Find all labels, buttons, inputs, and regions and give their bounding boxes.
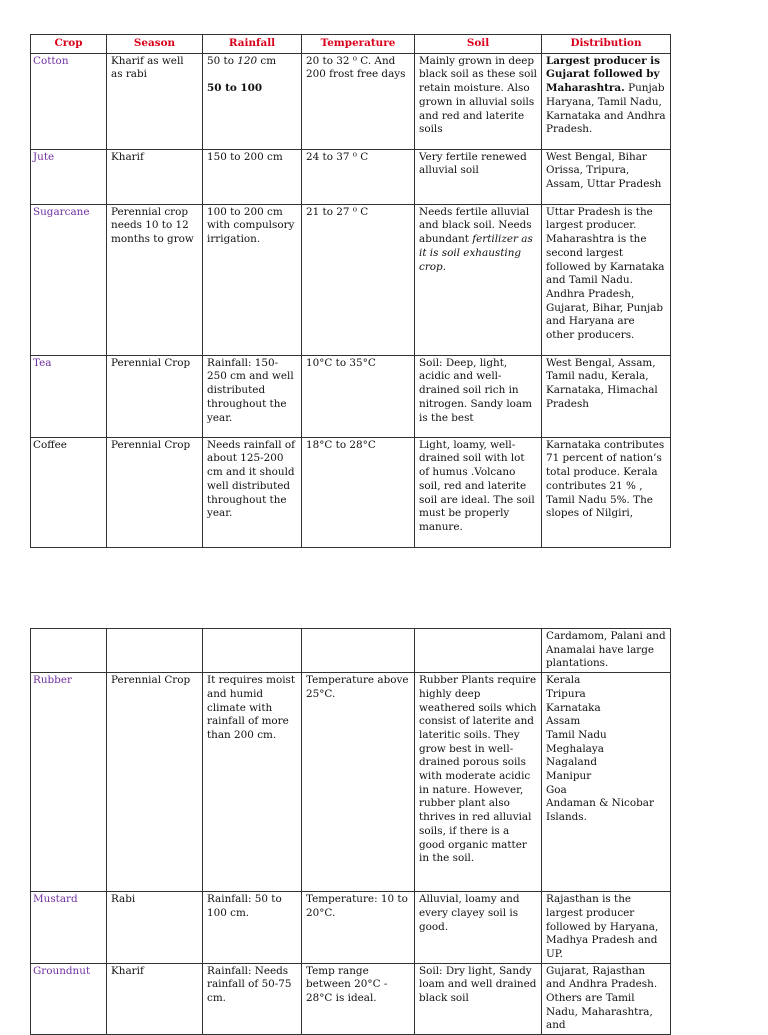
- distribution-cell: [542, 673, 671, 892]
- crop-name: Tea: [31, 355, 107, 437]
- distribution-cell: Cardamom, Palani and Anamalai have large plantations.: [542, 629, 671, 673]
- header-rainfall: Rainfall: [203, 35, 302, 54]
- distribution-line: Karnataka: [546, 701, 601, 714]
- soil-cell: Soil: Deep, light, acidic and well-drained soil rich in nitrogen. Sandy loam is the best: [415, 355, 542, 437]
- table-row: [31, 673, 671, 892]
- soil-cell: Light, loamy, well-drained soil with lot of humus .Volcano soil, red and laterite soil are ideal. The soil must be properly manure.: [415, 437, 542, 547]
- season-cell: [107, 629, 203, 673]
- temperature-cell: Temp range between 20°C - 28°C is ideal.: [302, 963, 415, 1035]
- soil-cell: [415, 629, 542, 673]
- distribution-line: Nagaland: [546, 756, 597, 769]
- distribution-bold: Largest producer is Gujarat followed by Maharashtra.: [546, 54, 660, 95]
- season-cell: Perennial Crop: [107, 673, 203, 892]
- rainfall-cell: It requires moist and humid climate with rainfall of more than 200 cm.: [203, 673, 302, 892]
- crop-name: Rubber: [31, 673, 107, 892]
- rainfall-cell: Rainfall: Needs rainfall of 50-75 cm.: [203, 963, 302, 1035]
- distribution-cell: Gujarat, Rajasthan and Andhra Pradesh. Others are Tamil Nadu, Maharashtra, and: [542, 963, 671, 1035]
- crop-name: Mustard: [31, 892, 107, 964]
- distribution-line: Kerala: [546, 674, 581, 687]
- distribution-cell: [542, 53, 671, 149]
- temperature-cell: 21 to 27 ⁰ C: [302, 204, 415, 355]
- soil-cell: Very fertile renewed alluvial soil: [415, 149, 542, 204]
- crop-name: Sugarcane: [31, 204, 107, 355]
- soil-cell: Soil: Dry light, Sandy loam and well drained black soil: [415, 963, 542, 1035]
- distribution-line: Meghalaya: [546, 742, 604, 755]
- header-crop: Crop: [31, 35, 107, 54]
- table-row: [31, 149, 671, 204]
- header-distribution: Distribution: [542, 35, 671, 54]
- table-row: [31, 204, 671, 355]
- temperature-cell: Temperature: 10 to 20°C.: [302, 892, 415, 964]
- season-cell: Rabi: [107, 892, 203, 964]
- distribution-line: Goa: [546, 783, 567, 796]
- season-cell: Perennial Crop: [107, 437, 203, 547]
- rainfall-cell: 100 to 200 cm with compulsory irrigation.: [203, 204, 302, 355]
- table-header-row: [31, 35, 671, 54]
- rainfall-cell: Rainfall: 150-250 cm and well distributed throughout the year.: [203, 355, 302, 437]
- rainfall-cell: [203, 629, 302, 673]
- crop-name: Jute: [31, 149, 107, 204]
- table-row: [31, 629, 671, 673]
- distribution-text: Punjab Haryana, Tamil Nadu, Karnataka and Andhra Pradesh.: [546, 82, 666, 136]
- crop-table-2: [30, 628, 671, 1035]
- rainfall-cell: [203, 53, 302, 149]
- rainfall-cell: 150 to 200 cm: [203, 149, 302, 204]
- rainfall-bold: 50 to 100: [207, 82, 263, 95]
- soil-cell: [415, 204, 542, 355]
- soil-cell: Rubber Plants require highly deep weathered soils which consist of laterite and lateritic soils. They grow best in well-drained porous soils with moderate acidic in nature. However, rubber plant also thrives in red alluvial soils, if there is a good organic matter in the soil.: [415, 673, 542, 892]
- crop-name: [31, 629, 107, 673]
- soil-text: Needs fertile alluvial and black soil. Needs abundant: [419, 205, 532, 246]
- distribution-cell: Karnataka contributes 71 percent of nation’s total produce. Kerala contributes 21 % , Tamil Nadu 5%. The slopes of Nilgiri,: [542, 437, 671, 547]
- distribution-cell: Rajasthan is the largest producer followed by Haryana, Madhya Pradesh and UP.: [542, 892, 671, 964]
- distribution-line: Tamil Nadu: [546, 728, 607, 741]
- temperature-cell: 18°C to 28°C: [302, 437, 415, 547]
- soil-cell: Mainly grown in deep black soil as these soil retain moisture. Also grown in alluvial soils and red and laterite soils: [415, 53, 542, 149]
- distribution-line: Andaman & Nicobar Islands.: [546, 797, 654, 824]
- rainfall-text-italic: 120: [237, 54, 258, 67]
- table-row: [31, 53, 671, 149]
- distribution-line: Assam: [546, 715, 581, 728]
- header-soil: Soil: [415, 35, 542, 54]
- soil-text-italic: fertilizer as it is soil exhausting crop.: [419, 233, 533, 273]
- rainfall-unit: cm: [257, 54, 277, 67]
- header-temperature: Temperature: [302, 35, 415, 54]
- crop-name: Coffee: [31, 437, 107, 547]
- rainfall-cell: Rainfall: 50 to 100 cm.: [203, 892, 302, 964]
- temperature-cell: 10°C to 35°C: [302, 355, 415, 437]
- distribution-line: Manipur: [546, 770, 592, 783]
- distribution-cell: West Bengal, Bihar Orissa, Tripura, Assam, Uttar Pradesh: [542, 149, 671, 204]
- season-cell: Kharif as well as rabi: [107, 53, 203, 149]
- distribution-cell: Uttar Pradesh is the largest producer. Maharashtra is the second largest followed by Karnataka and Tamil Nadu. Andhra Pradesh, Gujarat, Bihar, Punjab and Haryana are other producers.: [542, 204, 671, 355]
- table-row: [31, 437, 671, 547]
- temperature-cell: [302, 629, 415, 673]
- crop-name: Groundnut: [31, 963, 107, 1035]
- season-cell: Perennial Crop: [107, 355, 203, 437]
- table-row: [31, 355, 671, 437]
- season-cell: Perennial crop needs 10 to 12 months to grow: [107, 204, 203, 355]
- table-row: [31, 892, 671, 964]
- temperature-cell: Temperature above 25°C.: [302, 673, 415, 892]
- header-season: Season: [107, 35, 203, 54]
- distribution-line: Tripura: [546, 687, 586, 700]
- distribution-cell: West Bengal, Assam, Tamil nadu, Kerala, Karnataka, Himachal Pradesh: [542, 355, 671, 437]
- rainfall-cell: Needs rainfall of about 125-200 cm and it should well distributed throughout the year.: [203, 437, 302, 547]
- season-cell: Kharif: [107, 963, 203, 1035]
- crop-name: Cotton: [31, 53, 107, 149]
- soil-cell: Alluvial, loamy and every clayey soil is good.: [415, 892, 542, 964]
- temperature-cell: 24 to 37 ⁰ C: [302, 149, 415, 204]
- rainfall-text: 50 to: [207, 54, 238, 67]
- temperature-cell: 20 to 32 ⁰ C. And 200 frost free days: [302, 53, 415, 149]
- season-cell: Kharif: [107, 149, 203, 204]
- crop-table-1: [30, 34, 671, 548]
